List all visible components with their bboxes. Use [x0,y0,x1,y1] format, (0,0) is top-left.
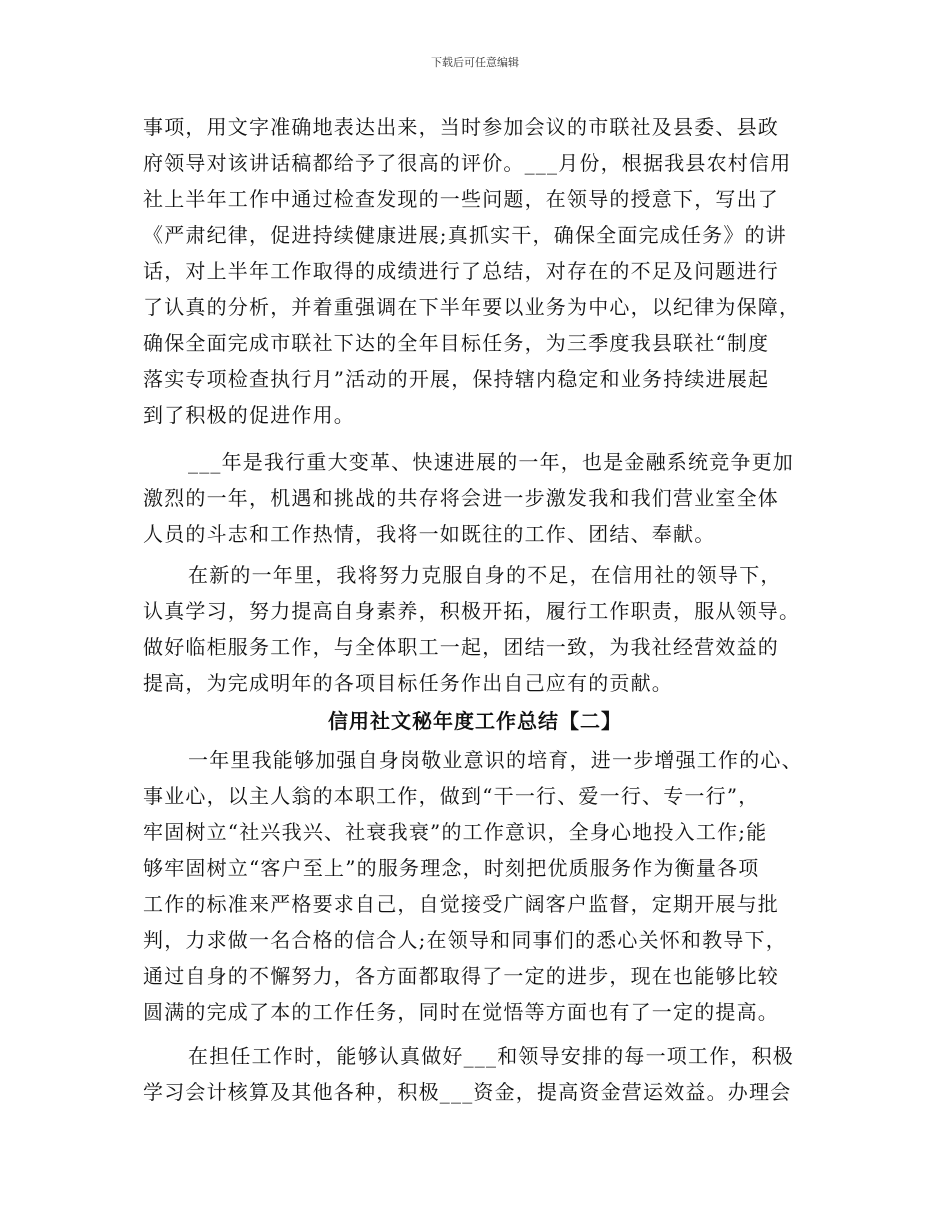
paragraph-line: 在新的一年里，我将努力克服自身的不足，在信用社的领导下， [188,563,782,587]
paragraph-line: 话，对上半年工作取得的成绩进行了总结，对存在的不足及问题进行 [143,259,779,283]
paragraph-line: 判，力求做一名合格的信合人;在领导和同事们的悉心关怀和教导下， [143,928,787,952]
paragraph-line: 工作的标准来严格要求自己，自觉接受广阔客户监督，定期开展与批 [143,892,779,916]
paragraph-line: 社上半年工作中通过检查发现的一些问题，在领导的授意下，写出了 [143,187,779,211]
paragraph-line: 激烈的一年，机遇和挑战的共存将会进一步激发我和我们营业室全体 [143,486,779,510]
header-note: 下载后可任意编辑 [431,56,519,69]
paragraph-line: 事项，用文字准确地表达出来，当时参加会议的市联社及县委、县政 [143,115,779,139]
paragraph-line: 通过自身的不懈努力，各方面都取得了一定的进步，现在也能够比较 [143,964,779,988]
paragraph-line: 够牢固树立“客户至上”的服务理念，时刻把优质服务作为衡量各项 [143,856,760,880]
paragraph-line: 一年里我能够加强自身岗敬业意识的培育，进一步增强工作的心、 [188,748,803,772]
section-title: 信用社文秘年度工作总结【二】 [328,709,622,733]
paragraph-line: 牢固树立“社兴我兴、社衰我衰”的工作意识，全身心地投入工作;能 [143,820,768,844]
paragraph-line: ___年是我行重大变革、快速进展的一年，也是金融系统竞争更加 [188,450,794,474]
paragraph-line: 在担任工作时，能够认真做好___和领导安排的每一项工作，积极 [188,1044,794,1068]
paragraph-line: 做好临柜服务工作，与全体职工一起，团结一致，为我社经营效益的 [143,635,779,659]
paragraph-line: 了认真的分析，并着重强调在下半年要以业务为中心，以纪律为保障， [143,295,801,319]
paragraph-line: 《严肃纪律，促进持续健康进展;真抓实干，确保全面完成任务》的讲 [143,223,787,247]
paragraph-line: 学习会计核算及其他各种，积极___资金，提高资金营运效益。办理会 [143,1080,792,1104]
paragraph-line: 提高，为完成明年的各项目标任务作出自己应有的贡献。 [143,671,673,695]
paragraph-line: 事业心，以主人翁的本职工作，做到“干一行、爱一行、专一行”， [143,784,760,808]
paragraph-line: 府领导对该讲话稿都给予了很高的评价。___月份，根据我县农村信用 [143,151,792,175]
paragraph-line: 圆满的完成了本的工作任务，同时在觉悟等方面也有了一定的提高。 [143,1000,779,1024]
paragraph-line: 认真学习，努力提高自身素养，积极开拓，履行工作职责，服从领导。 [143,599,801,623]
paragraph-line: 到了积极的促进作用。 [143,403,355,427]
paragraph-line: 人员的斗志和工作热情，我将一如既往的工作、团结、奉献。 [143,522,716,546]
paragraph-line: 落实专项检查执行月”活动的开展，保持辖内稳定和业务持续进展起 [143,367,770,391]
paragraph-line: 确保全面完成市联社下达的全年目标任务，为三季度我县联社“制度 [143,331,770,355]
